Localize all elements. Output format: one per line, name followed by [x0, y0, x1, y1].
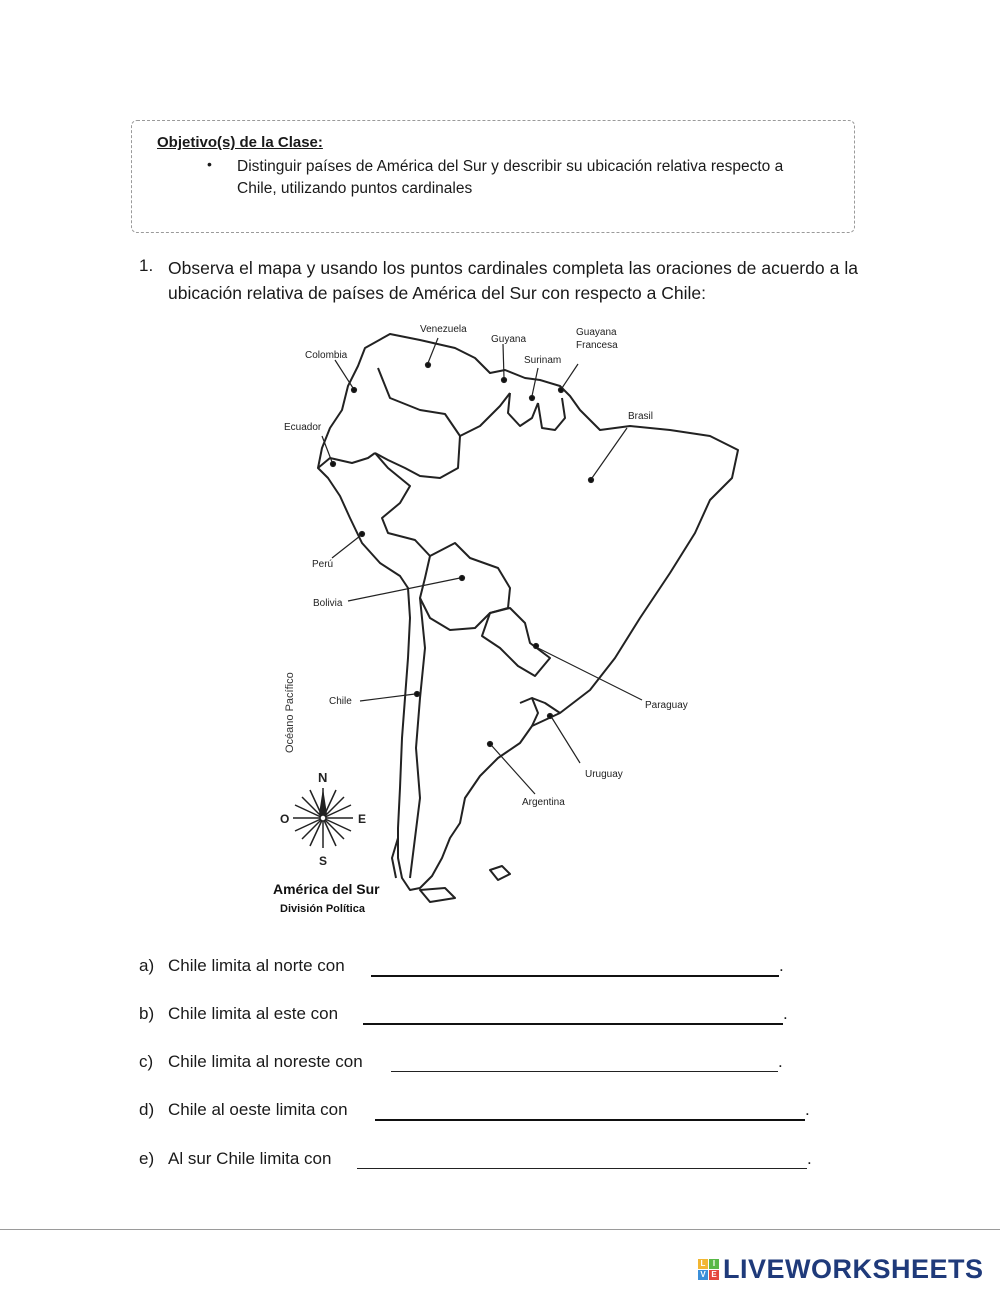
label-surinam: Surinam [524, 355, 562, 366]
liveworksheets-logo[interactable] [698, 1254, 984, 1284]
answer-blank-c[interactable] [391, 1071, 778, 1072]
answer-letter: a) [139, 956, 155, 975]
label-brasil: Brasil [628, 411, 654, 422]
answer-blank-b[interactable] [363, 1023, 783, 1025]
border-peru-brazil [375, 453, 430, 556]
label-guayana-francesa-1: Guayana [576, 327, 617, 338]
label-guayana-francesa-2: Francesa [576, 340, 618, 351]
answer-stem: Chile limita al norte con [168, 956, 345, 975]
answer-b [139, 1004, 799, 1028]
map-subtitle: División Política [280, 903, 365, 915]
answer-blank-a[interactable] [371, 975, 779, 977]
answer-e [139, 1149, 819, 1173]
answer-stem: Chile al oeste limita con [168, 1100, 348, 1119]
answer-c [139, 1052, 799, 1076]
answer-letter: d) [139, 1100, 155, 1119]
label-peru: Perú [312, 559, 334, 570]
answer-d [139, 1100, 819, 1124]
footer-divider [0, 1229, 1000, 1230]
answer-stem: Chile limita al este con [168, 1004, 339, 1023]
question-number: 1. [139, 256, 154, 275]
south-america-map [270, 318, 750, 928]
map-title: América del Sur [273, 881, 380, 897]
question-text: Observa el mapa y usando los puntos cardinales completa las oraciones de acuerdo a la ubicación relativa de países de América del Sur con respecto a Chile: [168, 258, 858, 303]
label-ocean: Océano Pacífico [284, 672, 296, 753]
answer-letter: e) [139, 1149, 155, 1168]
answer-letter: b) [139, 1004, 155, 1023]
answer-blank-d[interactable] [375, 1119, 805, 1121]
answer-period: . [805, 1100, 810, 1119]
liveworksheets-wordmark: LIVEWORKSHEETS [723, 1253, 984, 1284]
border-chile-argentina [410, 598, 425, 878]
answer-blank-e[interactable] [357, 1168, 807, 1169]
label-argentina: Argentina [522, 797, 565, 808]
objective-text: Distinguir países de América del Sur y describir su ubicación relativa respecto a Chile, utilizando puntos cardinales [237, 158, 784, 197]
label-uruguay: Uruguay [585, 769, 623, 780]
border-paraguay [482, 608, 550, 676]
objective-title: Objetivo(s) de la Clase: [157, 134, 323, 151]
label-ecuador: Ecuador [284, 422, 322, 433]
answer-period: . [778, 1052, 783, 1071]
mark-tile: L [698, 1259, 708, 1269]
answer-period: . [807, 1149, 812, 1168]
compass-o: O [280, 812, 290, 826]
answer-period: . [783, 1004, 788, 1023]
answer-letter: c) [139, 1052, 154, 1071]
border-guyanas [508, 393, 565, 430]
border-uruguay-2 [520, 698, 538, 726]
label-bolivia: Bolivia [313, 598, 343, 609]
answer-stem: Al sur Chile limita con [168, 1149, 332, 1168]
mark-tile: E [709, 1270, 719, 1280]
mark-tile: I [709, 1259, 719, 1269]
objective-bullet: • [207, 156, 212, 172]
border-venezuela-brazil [460, 393, 510, 436]
label-chile: Chile [329, 696, 352, 707]
border-colombia-venezuela [375, 368, 460, 478]
compass-s: S [319, 854, 328, 868]
answer-a [139, 956, 799, 980]
island-tierra-fuego [420, 888, 455, 902]
mark-tile: V [698, 1270, 708, 1280]
label-guyana: Guyana [491, 334, 527, 345]
answer-period: . [779, 956, 784, 975]
answer-stem: Chile limita al noreste con [168, 1052, 363, 1071]
island-malvinas [490, 866, 510, 880]
label-venezuela: Venezuela [420, 324, 467, 335]
label-paraguay: Paraguay [645, 700, 688, 711]
compass-e: E [358, 812, 367, 826]
compass-n: N [318, 770, 328, 785]
liveworksheets-mark-icon [698, 1259, 719, 1280]
compass-rose-icon [280, 770, 366, 868]
border-ecuador [318, 453, 375, 468]
label-colombia: Colombia [305, 350, 348, 361]
border-bolivia [420, 543, 510, 630]
